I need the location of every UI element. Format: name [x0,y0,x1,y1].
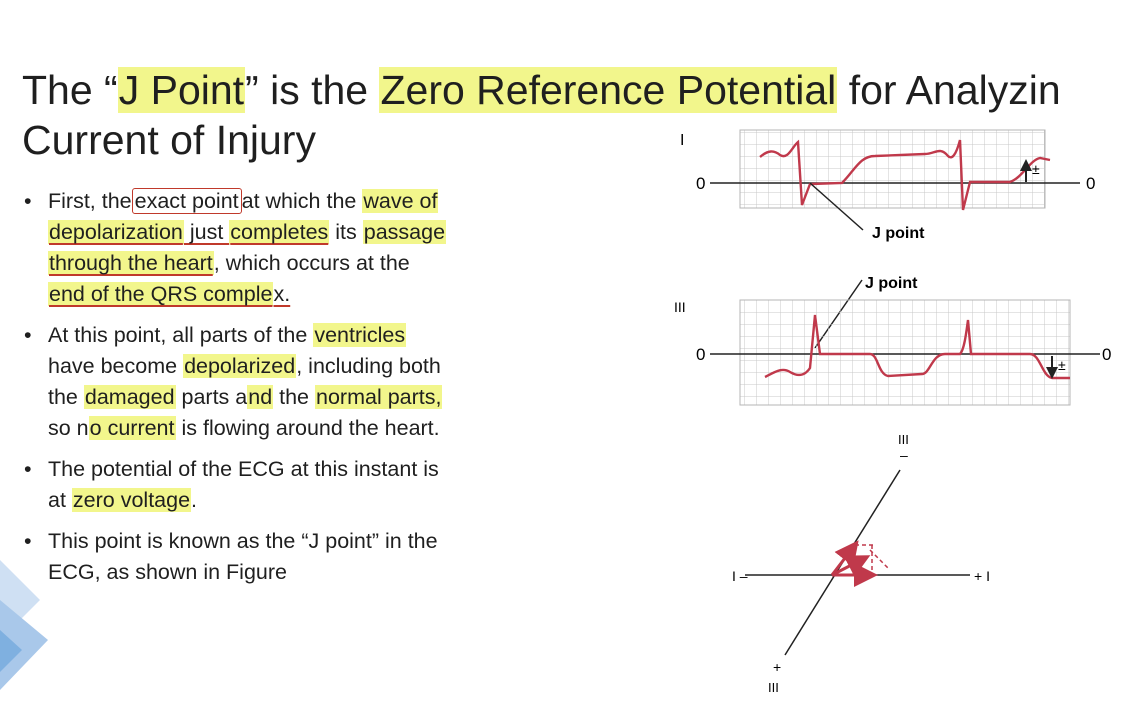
lead-iii-zero-left: 0 [696,345,706,364]
lead-iii-label: III [674,299,686,315]
title-line-2: Current of Injury [22,117,316,164]
axis-top-label: III [898,432,909,447]
ecg-figure [660,120,1130,710]
title-highlight-zero-reference: Zero Reference Potential [380,67,837,114]
j-point-label-2: J point [865,275,918,292]
axis-right-label: + I [974,568,990,584]
axis-bottom-plus: + [773,659,782,675]
bullet-item-4: • This point is known as the “J point” in the ECG, as shown in Figure [22,526,542,588]
bullet-item-1: • First, the exact point at which the wave of depolarization just completes its passage through the heart, which occurs at the end of the QRS complex. [22,186,542,310]
lead-i-zero-left: 0 [696,174,706,193]
boxed-exact-point: exact point [132,188,242,214]
lead-iii-zero-right: 0 [1102,345,1112,364]
bullet-item-2: • At this point, all parts of the ventricles have become depolarized, including both the damaged parts and the normal parts, so no current is flowing around the heart. [22,320,542,444]
lead-i-grid [740,130,1045,208]
lead-iii-pm: ± [1058,357,1066,373]
axis-top-minus: – [900,447,908,463]
title-highlight-j-point: J Point [118,67,245,114]
j-point-label-1: J point [872,225,925,242]
bullet-list [22,186,542,598]
lead-i-zero-right: 0 [1086,174,1096,193]
bullet-item-3: • The potential of the ECG at this instant is at zero voltage. [22,454,542,516]
lead-iii-grid [740,300,1070,405]
lead-i-label: I [680,132,685,149]
axis-left-label: I – [732,568,748,584]
title-line-1: The “J Point” is the Zero Reference Potential for Analyzin [22,67,1061,114]
axis-bottom-label: III [768,680,779,695]
lead-i-pm: ± [1032,161,1040,177]
